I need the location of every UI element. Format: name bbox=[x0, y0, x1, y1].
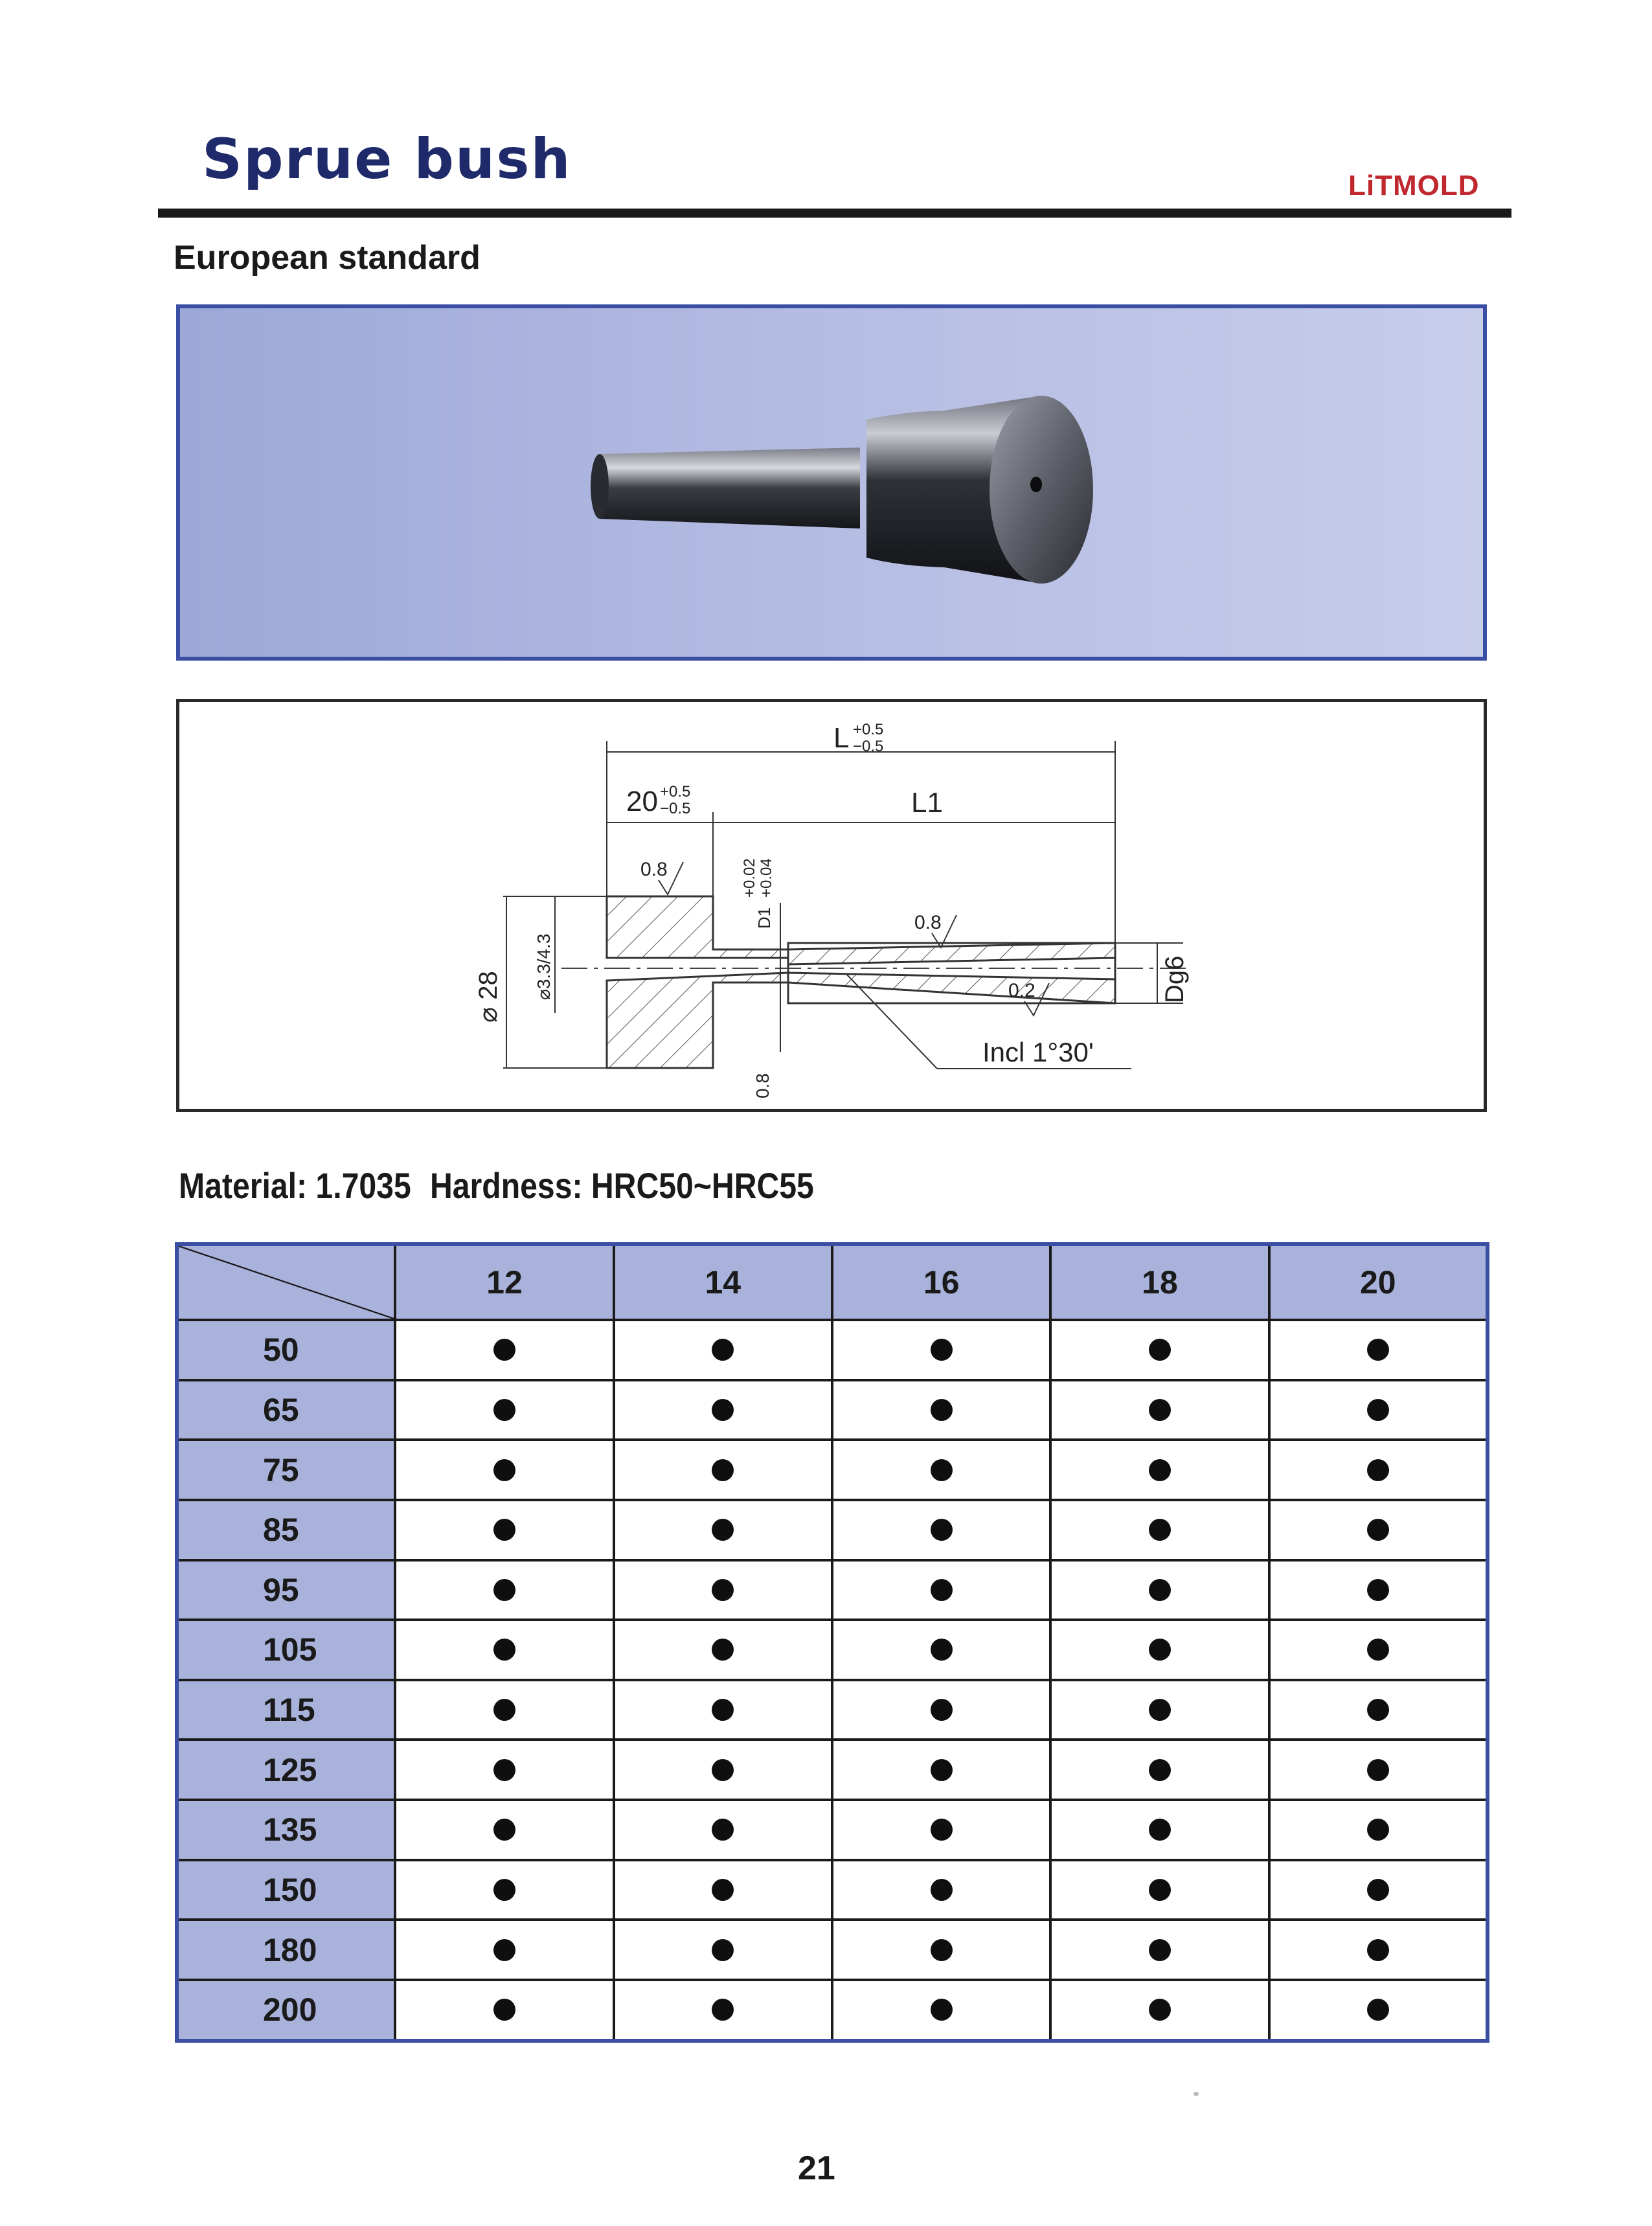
availability-dot-icon bbox=[493, 1579, 515, 1601]
availability-dot-icon bbox=[712, 1579, 734, 1601]
row-header: 115 bbox=[177, 1680, 395, 1740]
availability-dot-icon bbox=[1367, 1999, 1389, 2021]
hardness-label: Hardness: HRC50~HRC55 bbox=[429, 1165, 814, 1206]
availability-dot-icon bbox=[493, 1699, 515, 1721]
availability-dot-icon bbox=[712, 1519, 734, 1541]
availability-dot-icon bbox=[1367, 1819, 1389, 1841]
availability-dot-icon bbox=[493, 1339, 515, 1361]
availability-cell bbox=[832, 1740, 1050, 1800]
availability-cell bbox=[832, 1320, 1050, 1380]
availability-cell bbox=[395, 1800, 613, 1860]
table-row bbox=[177, 1980, 1488, 2041]
availability-dot-icon bbox=[931, 1519, 953, 1541]
column-header: 14 bbox=[614, 1244, 832, 1320]
roughness-underside: 0.8 bbox=[752, 1073, 773, 1098]
availability-cell bbox=[832, 1560, 1050, 1620]
dim-L1: L1 bbox=[911, 787, 943, 819]
availability-cell bbox=[614, 1800, 832, 1860]
row-header: 75 bbox=[177, 1440, 395, 1500]
availability-dot-icon bbox=[493, 1519, 515, 1541]
availability-dot-icon bbox=[1149, 1759, 1171, 1781]
availability-cell bbox=[614, 1860, 832, 1920]
availability-dot-icon bbox=[493, 1639, 515, 1661]
table-body bbox=[177, 1320, 1488, 2041]
brand-logo: LiTMOLD bbox=[1348, 170, 1480, 201]
page-number: 21 bbox=[798, 2150, 835, 2187]
corner-diagonal bbox=[179, 1246, 394, 1319]
dim-20: 20 bbox=[626, 786, 658, 817]
dim-D1: D1 bbox=[754, 907, 774, 929]
availability-dot-icon bbox=[1149, 1879, 1171, 1901]
availability-dot-icon bbox=[1367, 1399, 1389, 1421]
availability-dot-icon bbox=[931, 1459, 953, 1481]
availability-cell bbox=[1050, 1320, 1269, 1380]
availability-cell bbox=[614, 1440, 832, 1500]
availability-dot-icon bbox=[931, 1939, 953, 1961]
dim-D1-tol-upper: +0.02 bbox=[741, 858, 758, 898]
availability-cell bbox=[1050, 1860, 1269, 1920]
availability-dot-icon bbox=[1367, 1339, 1389, 1361]
availability-cell bbox=[1050, 1560, 1269, 1620]
column-header: 18 bbox=[1050, 1244, 1269, 1320]
availability-cell bbox=[614, 1320, 832, 1380]
row-header: 105 bbox=[177, 1620, 395, 1680]
availability-cell bbox=[614, 1680, 832, 1740]
availability-dot-icon bbox=[931, 1819, 953, 1841]
dim-L-tol-upper: +0.5 bbox=[853, 721, 884, 738]
column-header: 20 bbox=[1269, 1244, 1488, 1320]
availability-cell bbox=[395, 1860, 613, 1920]
availability-cell bbox=[1269, 1740, 1488, 1800]
availability-cell bbox=[832, 1980, 1050, 2041]
availability-cell bbox=[395, 1320, 613, 1380]
availability-dot-icon bbox=[1149, 1639, 1171, 1661]
table-row bbox=[177, 1800, 1488, 1860]
dim-dia-28: ⌀ 28 bbox=[474, 971, 503, 1023]
availability-dot-icon bbox=[493, 1999, 515, 2021]
availability-cell bbox=[1050, 1680, 1269, 1740]
availability-cell bbox=[1269, 1980, 1488, 2041]
row-header: 150 bbox=[177, 1860, 395, 1920]
availability-dot-icon bbox=[493, 1459, 515, 1481]
availability-dot-icon bbox=[1367, 1879, 1389, 1901]
availability-cell bbox=[1269, 1920, 1488, 1980]
availability-cell bbox=[1269, 1860, 1488, 1920]
dim-hole: ⌀3.3/4.3 bbox=[534, 933, 554, 1000]
availability-cell bbox=[1269, 1320, 1488, 1380]
column-header: 16 bbox=[832, 1244, 1050, 1320]
availability-dot-icon bbox=[712, 1639, 734, 1661]
availability-cell bbox=[395, 1620, 613, 1680]
availability-cell bbox=[832, 1380, 1050, 1440]
page-title: Sprue bush bbox=[202, 127, 572, 192]
availability-dot-icon bbox=[712, 1819, 734, 1841]
dim-L: L bbox=[833, 722, 850, 754]
availability-dot-icon bbox=[1367, 1699, 1389, 1721]
availability-dot-icon bbox=[712, 1759, 734, 1781]
availability-dot-icon bbox=[931, 1999, 953, 2021]
taper-note: Incl 1°30' bbox=[982, 1037, 1094, 1067]
availability-dot-icon bbox=[1149, 1339, 1171, 1361]
availability-cell bbox=[1050, 1620, 1269, 1680]
availability-cell bbox=[614, 1560, 832, 1620]
availability-cell bbox=[614, 1980, 832, 2041]
availability-cell bbox=[1269, 1680, 1488, 1740]
availability-dot-icon bbox=[1367, 1579, 1389, 1601]
row-header: 65 bbox=[177, 1380, 395, 1440]
availability-dot-icon bbox=[1367, 1519, 1389, 1541]
availability-cell bbox=[1050, 1980, 1269, 2041]
availability-cell bbox=[1269, 1380, 1488, 1440]
availability-cell bbox=[395, 1680, 613, 1740]
availability-cell bbox=[1050, 1920, 1269, 1980]
availability-dot-icon bbox=[931, 1339, 953, 1361]
table-row bbox=[177, 1740, 1488, 1800]
availability-dot-icon bbox=[1149, 1999, 1171, 2021]
availability-cell bbox=[832, 1920, 1050, 1980]
availability-dot-icon bbox=[493, 1819, 515, 1841]
availability-dot-icon bbox=[1149, 1399, 1171, 1421]
table-row bbox=[177, 1560, 1488, 1620]
dim-20-tol-lower: −0.5 bbox=[660, 800, 691, 817]
row-header: 200 bbox=[177, 1980, 395, 2041]
availability-cell bbox=[395, 1980, 613, 2041]
availability-cell bbox=[395, 1440, 613, 1500]
availability-dot-icon bbox=[712, 1699, 734, 1721]
availability-dot-icon bbox=[1149, 1939, 1171, 1961]
availability-cell bbox=[395, 1380, 613, 1440]
sprue-bush-drawing bbox=[179, 702, 1484, 1109]
availability-cell bbox=[832, 1500, 1050, 1560]
material-label: Material: 1.7035 bbox=[179, 1165, 411, 1206]
availability-cell bbox=[832, 1680, 1050, 1740]
availability-dot-icon bbox=[1367, 1759, 1389, 1781]
table-corner-cell bbox=[177, 1244, 395, 1320]
availability-cell bbox=[1050, 1740, 1269, 1800]
availability-cell bbox=[832, 1860, 1050, 1920]
availability-cell bbox=[1269, 1440, 1488, 1500]
availability-cell bbox=[614, 1740, 832, 1800]
availability-cell bbox=[1269, 1620, 1488, 1680]
availability-cell bbox=[614, 1920, 832, 1980]
table-row bbox=[177, 1860, 1488, 1920]
availability-cell bbox=[832, 1800, 1050, 1860]
row-header: 135 bbox=[177, 1800, 395, 1860]
availability-dot-icon bbox=[493, 1879, 515, 1901]
table-row bbox=[177, 1680, 1488, 1740]
availability-dot-icon bbox=[493, 1399, 515, 1421]
table-row bbox=[177, 1440, 1488, 1500]
dim-L-tol-lower: −0.5 bbox=[853, 738, 884, 755]
table-row bbox=[177, 1500, 1488, 1560]
availability-cell bbox=[1269, 1560, 1488, 1620]
availability-cell bbox=[1050, 1800, 1269, 1860]
roughness-head: 0.8 bbox=[640, 859, 668, 880]
availability-cell bbox=[395, 1560, 613, 1620]
availability-dot-icon bbox=[712, 1339, 734, 1361]
row-header: 180 bbox=[177, 1920, 395, 1980]
availability-dot-icon bbox=[712, 1939, 734, 1961]
availability-dot-icon bbox=[931, 1699, 953, 1721]
dim-D1-tol-lower: +0.04 bbox=[758, 858, 775, 898]
table-row bbox=[177, 1320, 1488, 1380]
availability-dot-icon bbox=[1367, 1939, 1389, 1961]
row-header: 125 bbox=[177, 1740, 395, 1800]
availability-dot-icon bbox=[1149, 1699, 1171, 1721]
table-row bbox=[177, 1920, 1488, 1980]
header-rule bbox=[158, 209, 1511, 218]
availability-dot-icon bbox=[712, 1399, 734, 1421]
availability-cell bbox=[395, 1500, 613, 1560]
material-hardness-line bbox=[179, 1164, 814, 1207]
availability-cell bbox=[395, 1920, 613, 1980]
availability-cell bbox=[614, 1500, 832, 1560]
availability-cell bbox=[1269, 1500, 1488, 1560]
availability-dot-icon bbox=[1149, 1459, 1171, 1481]
availability-dot-icon bbox=[931, 1759, 953, 1781]
dim-20-tol-upper: +0.5 bbox=[660, 783, 691, 801]
availability-dot-icon bbox=[1367, 1459, 1389, 1481]
roughness-bore: 0.2 bbox=[1008, 980, 1035, 1001]
availability-cell bbox=[1050, 1380, 1269, 1440]
dim-Dg6: Dg6 bbox=[1160, 955, 1189, 1003]
availability-dot-icon bbox=[493, 1759, 515, 1781]
table-header-row bbox=[177, 1244, 1488, 1320]
availability-dot-icon bbox=[493, 1939, 515, 1961]
column-header: 12 bbox=[395, 1244, 613, 1320]
scan-speck bbox=[1194, 2092, 1199, 2096]
availability-dot-icon bbox=[1149, 1819, 1171, 1841]
availability-dot-icon bbox=[931, 1579, 953, 1601]
availability-cell bbox=[1269, 1800, 1488, 1860]
availability-cell bbox=[832, 1620, 1050, 1680]
availability-dot-icon bbox=[712, 1999, 734, 2021]
section-subtitle: European standard bbox=[174, 239, 481, 277]
availability-dot-icon bbox=[931, 1639, 953, 1661]
availability-dot-icon bbox=[931, 1399, 953, 1421]
technical-drawing bbox=[176, 699, 1487, 1112]
row-header: 95 bbox=[177, 1560, 395, 1620]
table-row bbox=[177, 1620, 1488, 1680]
availability-cell bbox=[614, 1620, 832, 1680]
availability-dot-icon bbox=[1367, 1639, 1389, 1661]
availability-cell bbox=[614, 1380, 832, 1440]
availability-dot-icon bbox=[712, 1459, 734, 1481]
availability-cell bbox=[832, 1440, 1050, 1500]
availability-dot-icon bbox=[712, 1879, 734, 1901]
roughness-shaft: 0.8 bbox=[914, 912, 942, 933]
availability-dot-icon bbox=[931, 1879, 953, 1901]
sprue-bush-rendering bbox=[180, 308, 1483, 657]
product-photo bbox=[176, 304, 1487, 661]
size-table bbox=[175, 1242, 1489, 2043]
row-header: 50 bbox=[177, 1320, 395, 1380]
availability-dot-icon bbox=[1149, 1579, 1171, 1601]
availability-cell bbox=[1050, 1500, 1269, 1560]
availability-cell bbox=[1050, 1440, 1269, 1500]
availability-cell bbox=[395, 1740, 613, 1800]
table-row bbox=[177, 1380, 1488, 1440]
availability-dot-icon bbox=[1149, 1519, 1171, 1541]
row-header: 85 bbox=[177, 1500, 395, 1560]
